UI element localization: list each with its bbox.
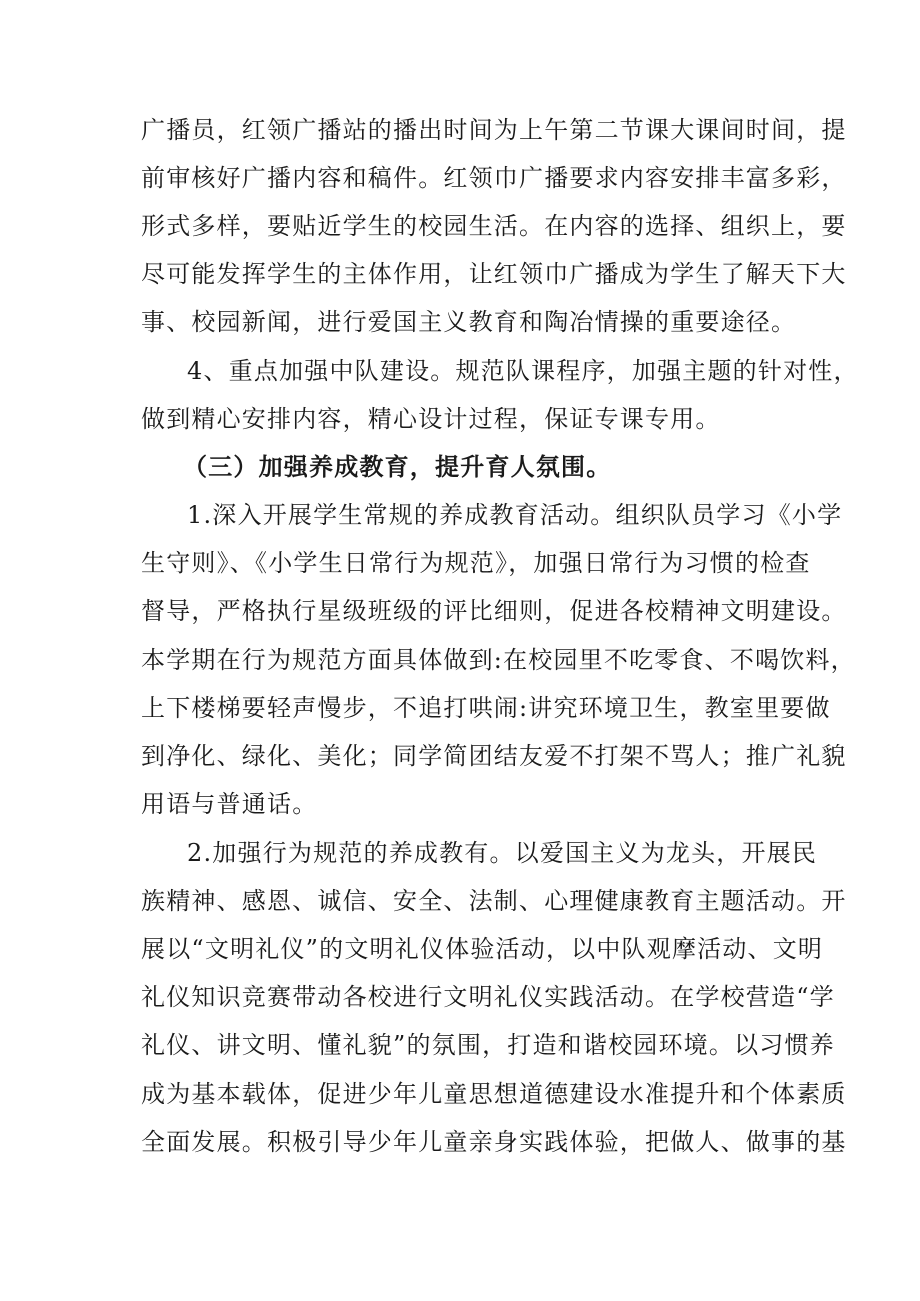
paragraph-line: 族精神、感恩、诚信、安全、法制、心理健康教育主题活动。开 — [141, 887, 847, 915]
paragraph-line: 上下楼梯要轻声慢步，不追打哄闹:讲究环境卫生，教室里要做 — [141, 694, 831, 722]
paragraph-line: 生守则》、《小学生日常行为规范》，加强日常行为习惯的检查 — [141, 549, 811, 577]
paragraph-line: 本学期在行为规范方面具体做到:在校园里不吃零食、不喝饮料， — [141, 646, 856, 674]
paragraph-line: 形式多样，要贴近学生的校园生活。在内容的选择、组织上，要 — [141, 212, 847, 240]
paragraph-line: 事、校园新闻，进行爱国主义教育和陶冶情操的重要途径。 — [141, 308, 797, 336]
paragraph-line: 全面发展。积极引导少年儿童亲身实践体验，把做人、做事的基 — [141, 1128, 847, 1156]
paragraph-line: 礼仪、讲文明、懂礼貌”的氛围，打造和谐校园环境。以习惯养 — [141, 1031, 835, 1059]
paragraph-line: 尽可能发挥学生的主体作用，让红领巾广播成为学生了解天下大 — [141, 260, 847, 288]
paragraph-line: 到净化、绿化、美化；同学简团结友爱不打架不骂人；推广礼貌 — [141, 742, 847, 770]
paragraph-line: 4、重点加强中队建设。规范队课程序，加强主题的针对性， — [187, 357, 859, 385]
paragraph-line: 督导，严格执行星级班级的评比细则，促进各校精神文明建设。 — [141, 597, 847, 625]
paragraph-line: 做到精心安排内容，精心设计过程，保证专课专用。 — [141, 405, 721, 433]
paragraph-line: 广播员，红领广播站的播出时间为上午第二节课大课间时间，提 — [141, 116, 847, 144]
paragraph-line: 用语与普通话。 — [141, 790, 318, 818]
paragraph-line: 礼仪知识竞赛带动各校进行文明礼仪实践活动。在学校营造“学 — [141, 983, 835, 1011]
section-heading: （三）加强养成教育，提升育人氛围。 — [183, 452, 612, 481]
paragraph-line: 1.深入开展学生常规的养成教育活动。组织队员学习《小学 — [187, 501, 843, 529]
paragraph-line: 前审核好广播内容和稿件。红领巾广播要求内容安排丰富多彩， — [141, 164, 847, 192]
paragraph-line: 展以“文明礼仪”的文明礼仪体验活动，以中队观摩活动、文明 — [141, 935, 824, 963]
paragraph-line: 成为基本载体，促进少年儿童思想道德建设水准提升和个体素质 — [141, 1080, 847, 1108]
paragraph-line: 2.加强行为规范的养成教有。以爱国主义为龙头，开展民 — [187, 839, 818, 867]
